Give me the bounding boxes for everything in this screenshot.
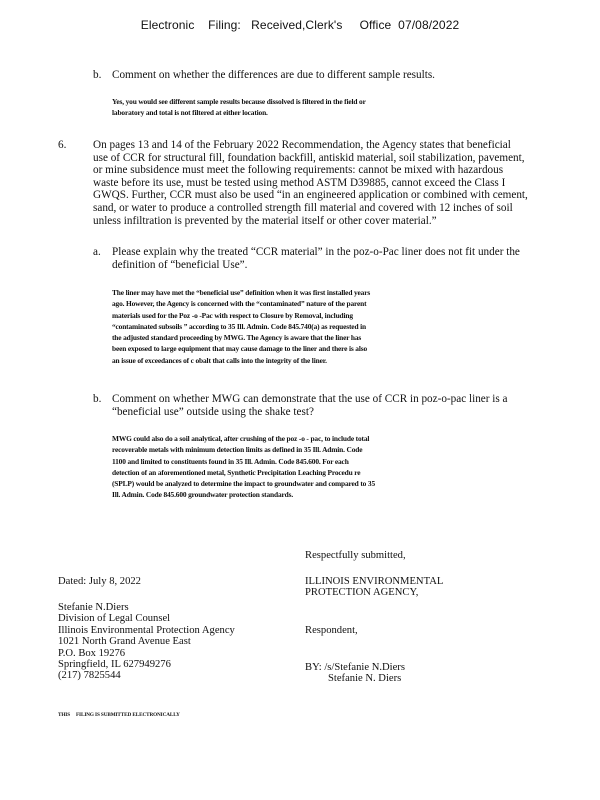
paragraph-line: On pages 13 and 14 of the February 2022 Recommendation, the Agency states that beneficial <box>93 139 511 151</box>
item-b-top-question: Comment on whether the differences are due to different sample results. <box>112 69 435 81</box>
signer-line: 1021 North Grand Avenue East <box>58 636 191 648</box>
electronic-filing-footer: THIS FILING IS SUBMITTED ELECTRONICALLY <box>58 712 180 718</box>
answer-line: MWG could also do a soil analytical, after crushing of the poz -o - pac, to include total <box>112 434 370 443</box>
item-6a-question <box>112 246 520 271</box>
answer-line: the adjusted standard proceeding by MWG. The Agency is aware that the liner has <box>112 333 362 343</box>
signer-line: (217) 7825544 <box>58 670 121 682</box>
filing-header: Electronic Filing: Received,Clerk's Office 07/08/2022 <box>140 18 460 32</box>
answer-line: ago. However, the Agency is concerned with the “contaminated” nature of the parent <box>112 299 367 309</box>
dated-line: Dated: July 8, 2022 <box>58 576 141 587</box>
answer-line: recoverable metals with minimum detection limits as defined in 35 Ill. Admin. Code <box>112 445 363 455</box>
answer-line: Ill. Admin. Code 845.600 groundwater protection standards. <box>112 490 294 500</box>
item-6b-question <box>112 393 508 418</box>
question-line: Please explain why the treated “CCR material” in the poz-o-Pac liner does not fit under the <box>112 246 520 258</box>
item-b-top-label: b. <box>93 69 102 81</box>
answer-line: Yes, you would see different sample results because dissolved is filtered in the field or <box>112 97 366 106</box>
item-6-number: 6. <box>58 139 67 151</box>
answer-line: laboratory and total is not filtered at either location. <box>112 108 268 118</box>
item-6a-answer <box>112 287 370 366</box>
item-6a-label: a. <box>93 246 101 258</box>
signature-by-line: BY: /s/Stefanie N.Diers <box>305 662 405 673</box>
paragraph-line: or mine subsidence must meet the following requirements: cannot be mixed with hazardous <box>93 164 504 177</box>
answer-line: 1100 and limited to constituents found in 35 Ill. Admin. Code 845.600. For each <box>112 456 349 466</box>
answer-line: The liner may have met the “beneficial use” definition when it was first installed years <box>112 288 371 297</box>
item-6b-label: b. <box>93 393 102 405</box>
paragraph-line: sand, or water to produce a controlled strength fill material and covered with 12 inches of soil <box>93 201 513 214</box>
signer-line: P.O. Box 19276 <box>58 647 126 659</box>
respondent-label: Respondent, <box>305 625 358 636</box>
paragraph-line: unless infiltration is prevented by the material itself or other cover material.” <box>93 214 437 227</box>
paragraph-line: waste before its use, must be tested using method ASTM D39885, cannot exceed the Class I <box>93 176 506 189</box>
signer-line: Springfield, IL 627949276 <box>58 659 171 671</box>
paragraph-line: GWQS. Further, CCR must also be used “in an engineered application or combined with cement, <box>93 189 528 202</box>
respectfully-submitted: Respectfully submitted, <box>305 550 406 561</box>
answer-line: an issue of exceedances of c obalt that calls into the integrity of the liner. <box>112 355 327 365</box>
signer-line: Illinois Environmental Protection Agency <box>58 624 235 636</box>
paragraph-line: use of CCR for structural fill, foundation backfill, antiskid material, soil stabilization, pavement, <box>93 151 525 164</box>
signer-line: Stefanie N.Diers <box>58 602 129 613</box>
question-line: Comment on whether MWG can demonstrate that the use of CCR in poz-o-pac liner is a <box>112 393 508 405</box>
signature-name: Stefanie N. Diers <box>328 673 402 684</box>
item-b-top-answer <box>112 96 366 119</box>
question-line: definition of “beneficial Use”. <box>112 258 248 271</box>
answer-line: (SPLP) would be analyzed to determine the impact to groundwater and compared to 35 <box>112 479 375 489</box>
agency-name: ILLINOIS ENVIRONMENTAL PROTECTION AGENCY, <box>305 576 444 599</box>
item-6b-answer <box>112 433 375 501</box>
answer-line: materials used for the Poz -o -Pac with respect to Closure by Removal, including <box>112 310 353 320</box>
answer-line: been exposed to large equipment that may cause damage to the liner and there is also <box>112 344 368 354</box>
answer-line: “contaminated subsoils ” according to 35 Ill. Admin. Code 845.740(a) as requested in <box>112 321 366 331</box>
question-line: “beneficial use” outside using the shake test? <box>112 405 314 418</box>
item-6-text <box>93 139 573 227</box>
answer-line: detection of an aforementioned metal, Synthetic Precipitation Leaching Procedu re <box>112 467 361 477</box>
signer-line: Division of Legal Counsel <box>58 613 171 625</box>
signer-address-block <box>58 602 235 682</box>
